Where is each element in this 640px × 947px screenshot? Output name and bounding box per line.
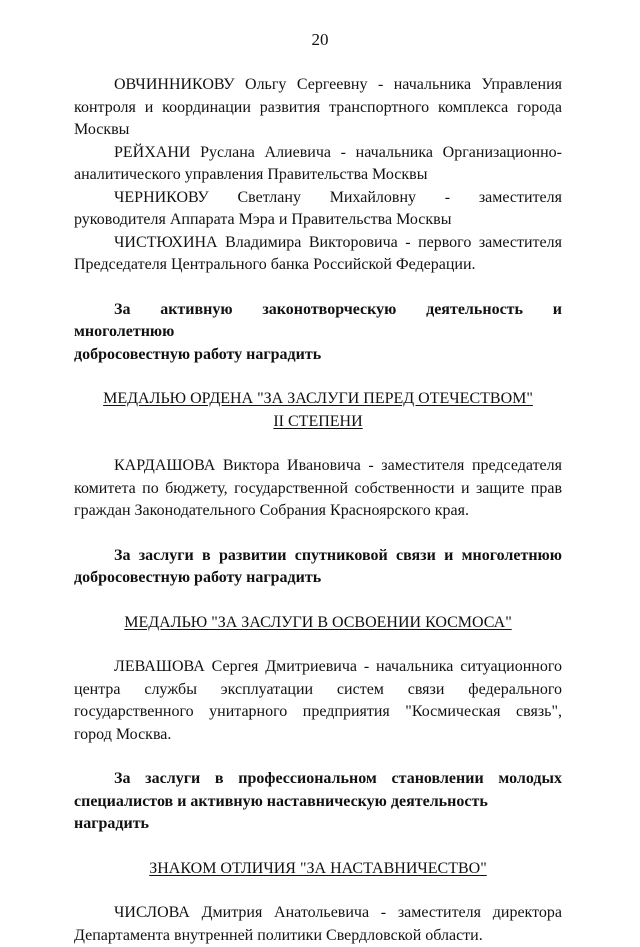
award-title bbox=[74, 388, 562, 433]
page-number: 20 bbox=[0, 30, 640, 50]
section-heading bbox=[74, 768, 562, 836]
award-line: ЗНАКОМ ОТЛИЧИЯ "ЗА НАСТАВНИЧЕСТВО" bbox=[74, 858, 562, 881]
entry-line: ЛЕВАШОВА Сергея Дмитриевича - начальника ситуационного bbox=[74, 656, 562, 679]
entry-line: РЕЙХАНИ Руслана Алиевича - начальника Организационно- bbox=[74, 142, 562, 165]
heading-line: специалистов и активную наставническую деятельность наградить bbox=[74, 791, 562, 836]
award-title bbox=[74, 858, 562, 881]
award-line: МЕДАЛЬЮ "ЗА ЗАСЛУГИ В ОСВОЕНИИ КОСМОСА" bbox=[74, 612, 562, 635]
heading-line: добросовестную работу наградить bbox=[74, 344, 562, 367]
heading-line: За заслуги в развитии спутниковой связи и многолетнюю bbox=[74, 545, 562, 568]
entry-line: аналитического управления Правительства Москвы bbox=[74, 164, 562, 187]
entry-reykhani bbox=[74, 142, 562, 187]
entry-line: граждан Законодательного Собрания Красноярского края. bbox=[74, 500, 562, 523]
entry-chernikova bbox=[74, 187, 562, 232]
document-body bbox=[74, 74, 562, 947]
entry-kardashov bbox=[74, 455, 562, 523]
entry-line: Москвы bbox=[74, 119, 562, 142]
entry-chistyukhin bbox=[74, 232, 562, 277]
entry-line: комитета по бюджету, государственной собственности и защите прав bbox=[74, 478, 562, 501]
entry-levashov bbox=[74, 656, 562, 746]
award-title bbox=[74, 612, 562, 635]
entry-line: государственного унитарного предприятия "Космическая связь", bbox=[74, 701, 562, 724]
heading-line: За активную законотворческую деятельность и многолетнюю bbox=[74, 299, 562, 344]
entry-line: ОВЧИННИКОВУ Ольгу Сергеевну - начальника Управления bbox=[74, 74, 562, 97]
entry-line: ЧЕРНИКОВУ Светлану Михайловну - заместителя bbox=[74, 187, 562, 210]
heading-line: добросовестную работу наградить bbox=[74, 567, 562, 590]
entry-chislov bbox=[74, 902, 562, 947]
entry-line: город Москва. bbox=[74, 724, 562, 747]
entry-line: Председателя Центрального банка Российской Федерации. bbox=[74, 254, 562, 277]
entry-ovchinnikova bbox=[74, 74, 562, 142]
entry-line: ЧИСЛОВА Дмитрия Анатольевича - заместителя директора bbox=[74, 902, 562, 925]
entry-line: руководителя Аппарата Мэра и Правительства Москвы bbox=[74, 209, 562, 232]
entry-line: КАРДАШОВА Виктора Ивановича - заместителя председателя bbox=[74, 455, 562, 478]
entry-line: контроля и координации развития транспортного комплекса города bbox=[74, 97, 562, 120]
award-line: МЕДАЛЬЮ ОРДЕНА "ЗА ЗАСЛУГИ ПЕРЕД ОТЕЧЕСТВОМ" bbox=[74, 388, 562, 411]
heading-line: За заслуги в профессиональном становлении молодых bbox=[74, 768, 562, 791]
entry-line: ЧИСТЮХИНА Владимира Викторовича - первого заместителя bbox=[74, 232, 562, 255]
award-line: II СТЕПЕНИ bbox=[74, 411, 562, 434]
entry-line: Департамента внутренней политики Свердловской области. bbox=[74, 925, 562, 947]
section-heading bbox=[74, 299, 562, 367]
section-heading bbox=[74, 545, 562, 590]
entry-line: центра службы эксплуатации систем связи федерального bbox=[74, 679, 562, 702]
